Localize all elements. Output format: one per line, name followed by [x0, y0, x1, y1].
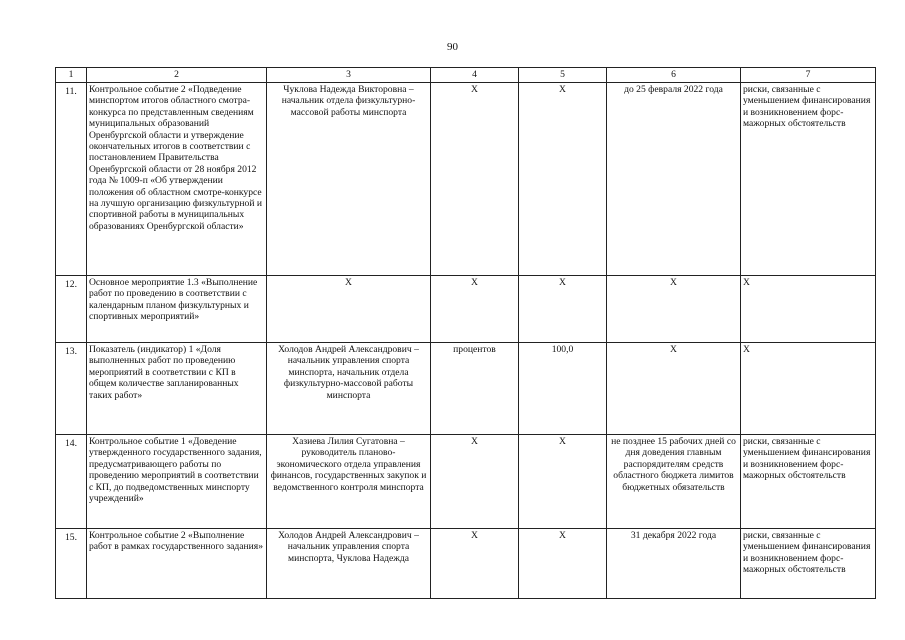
risks-cell: риски, связанные с уменьшением финансирования и возникновением форс-мажорных обстоятельств	[741, 83, 876, 276]
row-number: 13.	[56, 343, 87, 435]
event-cell: Контрольное событие 2 «Выполнение работ в рамках государственного задания»	[87, 529, 267, 599]
column-header: 3	[267, 68, 431, 83]
value-cell: Х	[519, 435, 607, 529]
unit-cell: Х	[431, 529, 519, 599]
deadline-cell: не позднее 15 рабочих дней со дня доведения главным распорядителям средств областного бюджета лимитов бюджетных обязательств	[607, 435, 741, 529]
column-number-row	[56, 68, 876, 83]
event-cell: Основное мероприятие 1.3 «Выполнение работ по проведению в соответствии с календарным планом физкультурных и спортивных мероприятий»	[87, 276, 267, 343]
deadline-cell: до 25 февраля 2022 года	[607, 83, 741, 276]
responsible-cell: Холодов Андрей Александрович – начальник управления спорта минспорта, Чуклова Надежда	[267, 529, 431, 599]
event-cell: Контрольное событие 2 «Подведение минспортом итогов областного смотра-конкурса по представленным сведениям муниципальных образований Оренбургской области и утверждение окончательных итогов в соответствии с постановлением Правительства Оренбургской области от 28 ноября 2012 года № 1009-п «Об утверждении положения об областном смотре-конкурсе на лучшую организацию физкультурной и спортивной работы в муниципальных образованиях Оренбургской области»	[87, 83, 267, 276]
row-number: 11.	[56, 83, 87, 276]
row-number: 12.	[56, 276, 87, 343]
unit-cell: Х	[431, 276, 519, 343]
event-cell: Контрольное событие 1 «Доведение утвержденного государственного задания, предусматривающего работы по проведению мероприятий в соответствии с КП, до подведомственных минспорту учреждений»	[87, 435, 267, 529]
unit-cell: Х	[431, 435, 519, 529]
deadline-cell: 31 декабря 2022 года	[607, 529, 741, 599]
event-cell: Показатель (индикатор) 1 «Доля выполненных работ по проведению мероприятий в соответствии с КП в общем количестве запланированных таких работ»	[87, 343, 267, 435]
column-header: 2	[87, 68, 267, 83]
value-cell: Х	[519, 276, 607, 343]
column-header: 5	[519, 68, 607, 83]
table-row	[56, 529, 876, 599]
row-number: 14.	[56, 435, 87, 529]
plan-table	[55, 67, 876, 599]
page-number: 90	[447, 41, 458, 53]
table-row	[56, 276, 876, 343]
column-header: 6	[607, 68, 741, 83]
row-number: 15.	[56, 529, 87, 599]
value-cell: Х	[519, 83, 607, 276]
risks-cell: риски, связанные с уменьшением финансирования и возникновением форс-мажорных обстоятельств	[741, 529, 876, 599]
table-row	[56, 83, 876, 276]
column-header: 1	[56, 68, 87, 83]
responsible-cell: Х	[267, 276, 431, 343]
deadline-cell: Х	[607, 276, 741, 343]
column-header: 4	[431, 68, 519, 83]
deadline-cell: Х	[607, 343, 741, 435]
column-header: 7	[741, 68, 876, 83]
risks-cell: риски, связанные с уменьшением финансирования и возникновением форс-мажорных обстоятельств	[741, 435, 876, 529]
risks-cell: Х	[741, 343, 876, 435]
value-cell: 100,0	[519, 343, 607, 435]
unit-cell: процентов	[431, 343, 519, 435]
responsible-cell: Холодов Андрей Александрович – начальник управления спорта минспорта, начальник отдела физкультурно-массовой работы минспорта	[267, 343, 431, 435]
responsible-cell: Чуклова Надежда Викторовна – начальник отдела физкультурно-массовой работы минспорта	[267, 83, 431, 276]
table-row	[56, 343, 876, 435]
unit-cell: Х	[431, 83, 519, 276]
value-cell: Х	[519, 529, 607, 599]
risks-cell: Х	[741, 276, 876, 343]
table-row	[56, 435, 876, 529]
responsible-cell: Хазиева Лилия Сугатовна – руководитель планово-экономического отдела управления финансов, государственных закупок и ведомственного контроля минспорта	[267, 435, 431, 529]
